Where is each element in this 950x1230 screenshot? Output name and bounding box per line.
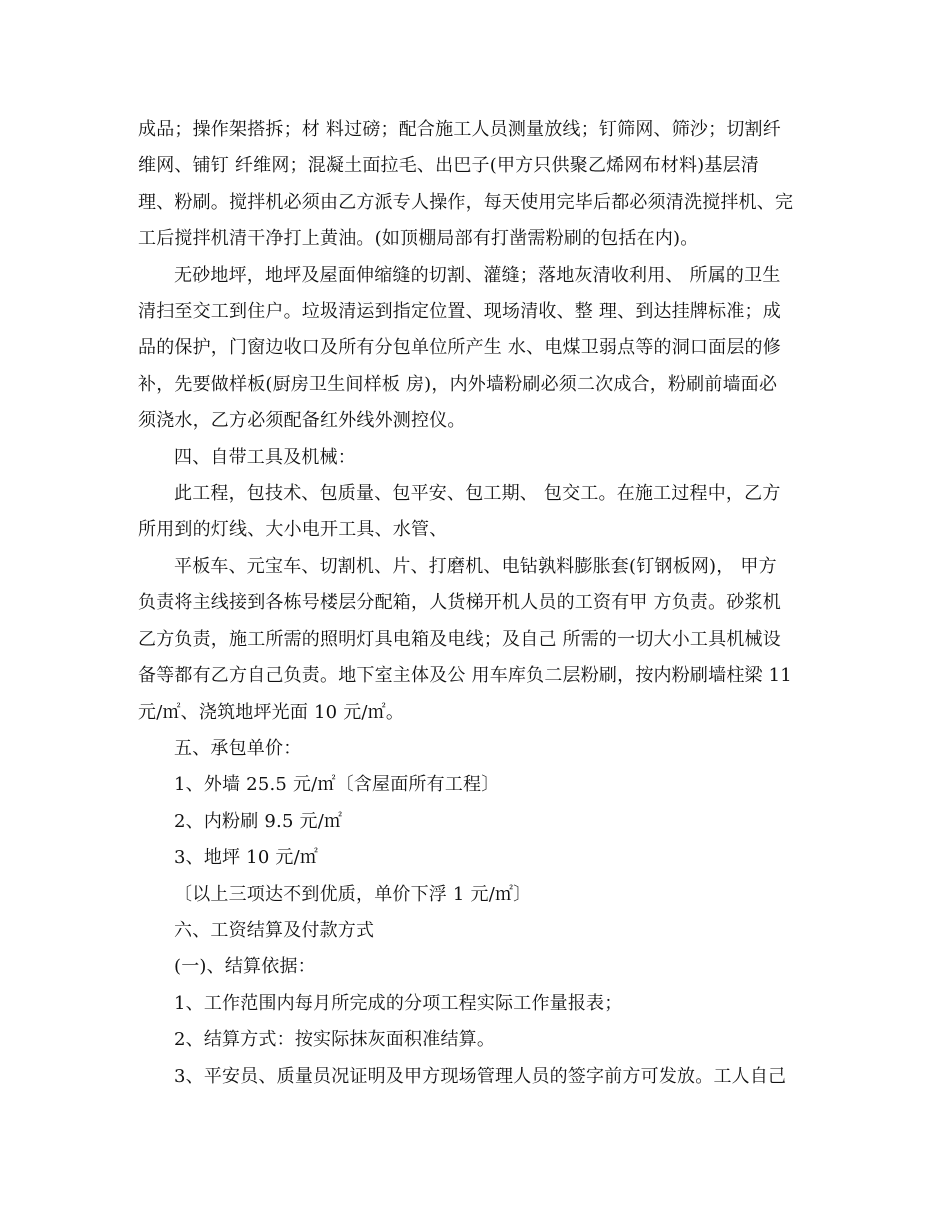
paragraph-first-line: 无砂地坪，地坪及屋面伸缩缝的切割、灌缝；落地灰清收利用、 所属的卫生	[174, 264, 781, 286]
text-line: 品的保护，门窗边收口及所有分包单位所产生 水、电煤卫弱点等的洞口面层的修	[138, 337, 781, 359]
text-line: 所用到的灯线、大小电开工具、水管、	[138, 519, 448, 541]
text-line: 成品；操作架搭拆；材 料过磅；配合施工人员测量放线；钉筛网、筛沙；切割纤	[138, 119, 781, 140]
section-heading: 六、工资结算及付款方式	[174, 919, 375, 941]
text-line: 负责将主线接到各栋号楼层分配箱，人货梯开机人员的工资有甲 方负责。砂浆机	[138, 592, 781, 614]
section-heading: 五、承包单价：	[174, 737, 302, 759]
text-line: 清扫至交工到住户。垃圾清运到指定位置、现场清收、整 理、到达挂牌标准；成	[138, 301, 781, 323]
document-page	[138, 112, 812, 1095]
list-item: 1、外墙 25.5 元/㎡〔含屋面所有工程〕	[174, 774, 500, 796]
paragraph-first-line: 此工程，包技术、包质量、包平安、包工期、 包交工。在施工过程中，乙方	[174, 483, 781, 505]
text-line: 补，先要做样板(厨房卫生间样板 房)，内外墙粉刷必须二次成合，粉刷前墙面必	[138, 373, 778, 395]
list-item: 3、地坪 10 元/㎡	[174, 847, 319, 869]
text-line: 元/㎡、浇筑地坪光面 10 元/㎡。	[138, 701, 405, 723]
list-item: 2、结算方式：按实际抹灰面积准结算。	[174, 1029, 496, 1051]
text-line: 备等都有乙方自己负责。地下室主体及公 用车库负二层粉刷，按内粉刷墙柱梁 11	[138, 665, 792, 687]
document-body	[138, 112, 812, 1095]
text-line: 工后搅拌机清干净打上黄油。(如顶棚局部有打凿需粉刷的包括在内)。	[138, 228, 699, 250]
text-line: 须浇水，乙方必须配备红外线外测控仪。	[138, 410, 466, 432]
list-item: 3、平安员、质量员况证明及甲方现场管理人员的签字前方可发放。工人自己	[174, 1065, 787, 1087]
text-line: 理、粉刷。搅拌机必须由乙方派专人操作，每天使用完毕后都必须清洗搅拌机、完	[138, 191, 794, 213]
paragraph-first-line: 平板车、元宝车、切割机、片、打磨机、电钻孰料膨胀套(钉钢板网)， 甲方	[174, 555, 777, 577]
subsection-heading: (一)、结算依据：	[174, 956, 316, 978]
text-line: 乙方负责，施工所需的照明灯具电箱及电线；及自己 所需的一切大小工具机械设	[138, 628, 781, 650]
text-line: 维网、铺钉 纤维网；混凝土面拉毛、出巴子(甲方只供聚乙烯网布材料)基层清	[138, 155, 759, 177]
note-line: 〔以上三项达不到优质，单价下浮 1 元/㎡〕	[174, 883, 532, 905]
list-item: 2、内粉刷 9.5 元/㎡	[174, 810, 343, 832]
section-heading: 四、自带工具及机械：	[174, 446, 356, 468]
list-item: 1、工作范围内每月所完成的分项工程实际工作量报表；	[174, 992, 623, 1014]
